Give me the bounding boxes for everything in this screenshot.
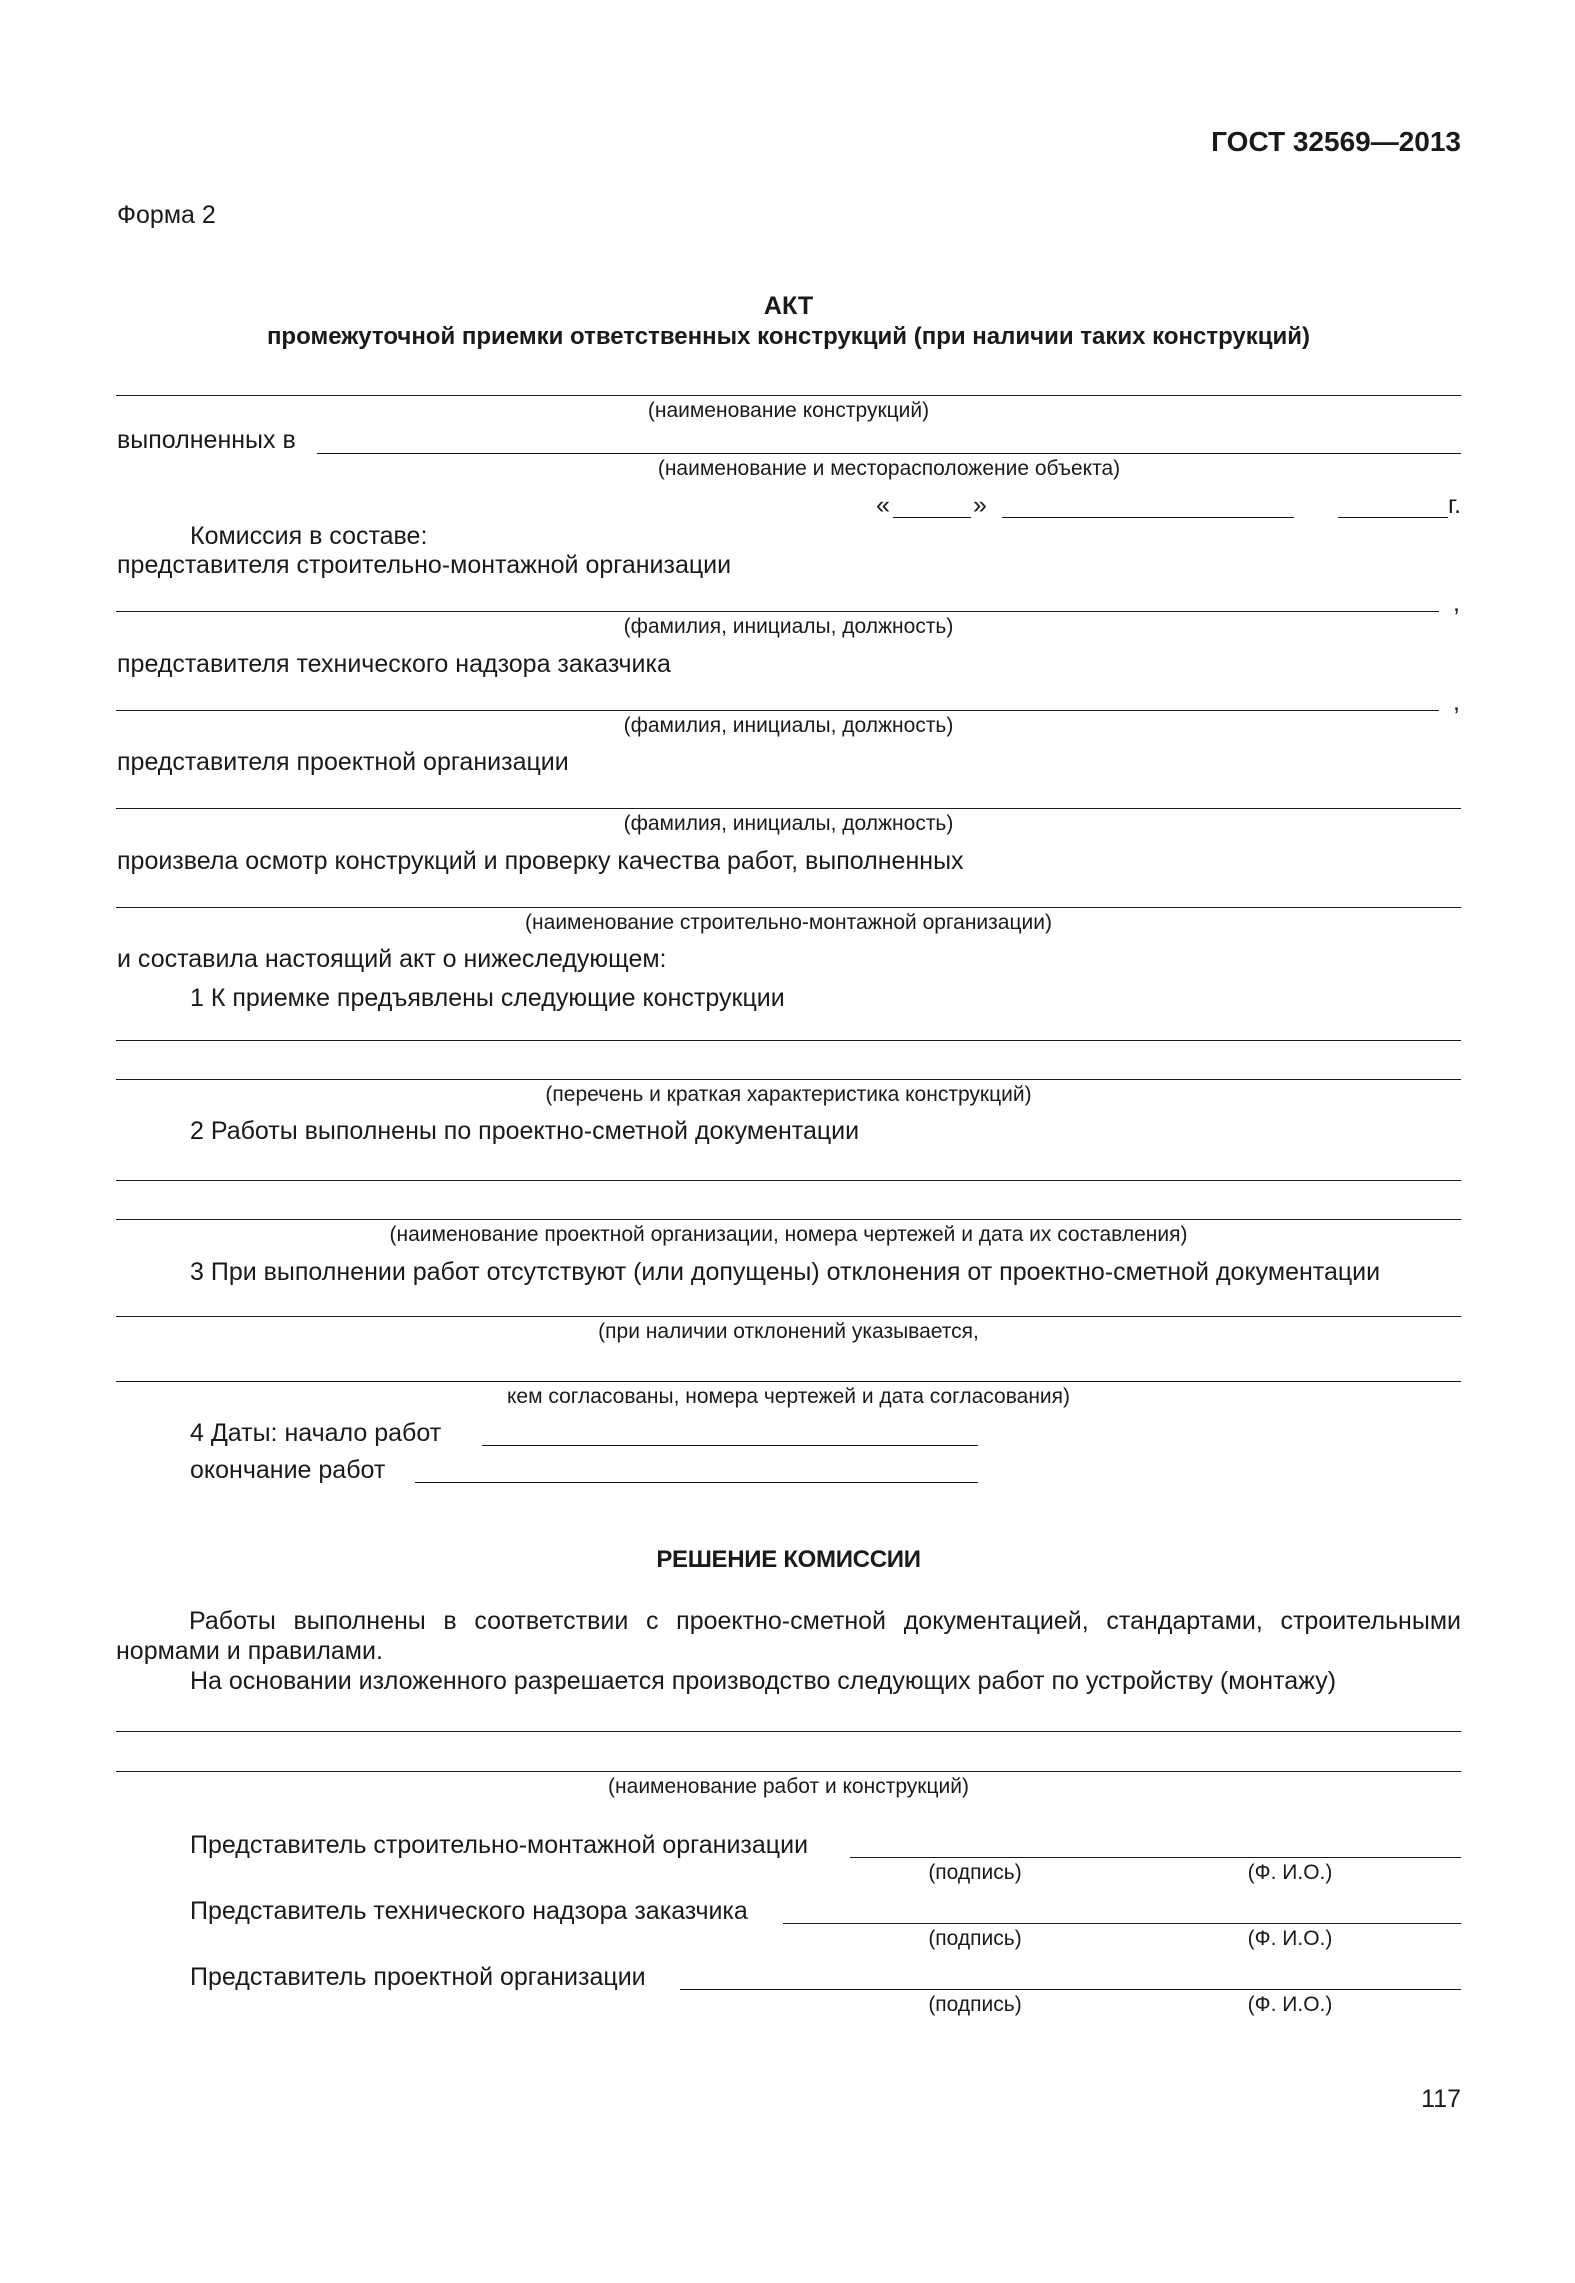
item-2-line-1[interactable] [116,1180,1461,1181]
item-1-text: 1 К приемке предъявлены следующие конструкции [190,984,785,1012]
rep-construction-caption: (фамилия, инициалы, должность) [623,615,954,638]
inspection-text: произвела осмотр конструкций и проверку качества работ, выполненных [117,847,964,875]
signature-supervision-label: Представитель технического надзора заказчика [190,1897,748,1925]
compiled-text: и составила настоящий акт о нижеследующем: [117,945,667,973]
org-name-caption: (наименование строительно-монтажной организации) [525,911,1052,934]
date-day-line[interactable] [893,517,971,518]
end-date-line[interactable] [415,1482,978,1483]
date-quote-open: « [876,491,890,519]
works-name-caption: (наименование работ и конструкций) [608,1775,969,1798]
item-3-line-2[interactable] [116,1381,1461,1382]
constructions-name-line[interactable] [116,395,1461,396]
rep-supervision-caption: (фамилия, инициалы, должность) [623,714,954,737]
works-line-1[interactable] [116,1731,1461,1732]
item-4-start-label: 4 Даты: начало работ [190,1419,442,1447]
year-suffix: г. [1448,491,1462,519]
comma: , [1453,589,1460,617]
rep-design-caption: (фамилия, инициалы, должность) [623,812,954,835]
signature-construction-line[interactable] [850,1857,1461,1858]
performed-in-label: выполненных в [117,426,296,454]
commission-label: Комиссия в составе: [190,522,428,550]
deviations-caption-2: кем согласованы, номера чертежей и дата согласования) [506,1385,1071,1408]
date-quote-close: » [973,491,987,519]
document-title: АКТ [763,292,814,320]
item-4-end-label: окончание работ [190,1456,386,1484]
fio-caption: (Ф. И.О.) [1247,1993,1333,2016]
fio-caption: (Ф. И.О.) [1247,1861,1333,1884]
signature-caption: (подпись) [928,1927,1022,1950]
form-label: Форма 2 [117,201,216,229]
works-line-2[interactable] [116,1771,1461,1772]
rep-construction-label: представителя строительно-монтажной организации [117,551,732,579]
signature-design-line[interactable] [680,1989,1461,1990]
constructions-name-caption: (наименование конструкций) [647,399,930,422]
date-year-line[interactable] [1338,517,1448,518]
org-name-line[interactable] [116,907,1461,908]
rep-supervision-label: представителя технического надзора заказчика [117,650,671,678]
signature-design-label: Представитель проектной организации [190,1963,646,1991]
constructions-list-caption: (перечень и краткая характеристика конструкций) [545,1083,1032,1106]
standard-number: ГОСТ 32569—2013 [1211,126,1461,157]
rep-supervision-line[interactable] [116,710,1439,711]
object-name-caption: (наименование и месторасположение объекта) [657,457,1121,480]
project-docs-caption: (наименование проектной организации, номера чертежей и дата их составления) [389,1223,1188,1246]
item-1-line-2[interactable] [116,1079,1461,1080]
signature-caption: (подпись) [928,1993,1022,2016]
rep-design-label: представителя проектной организации [117,748,569,776]
deviations-caption-1: (при наличии отклонений указывается, [598,1320,979,1343]
decision-paragraph-2: На основании изложенного разрешается производство следующих работ по устройству (монтажу) [190,1667,1337,1695]
item-2-text: 2 Работы выполнены по проектно-сметной документации [190,1117,860,1145]
date-month-line[interactable] [1002,517,1294,518]
signature-construction-label: Представитель строительно-монтажной организации [190,1831,809,1859]
item-1-line-1[interactable] [116,1040,1461,1041]
rep-construction-line[interactable] [116,611,1439,612]
start-date-line[interactable] [482,1445,978,1446]
fio-caption: (Ф. И.О.) [1247,1927,1333,1950]
rep-design-line[interactable] [116,808,1461,809]
decision-paragraph-1: Работы выполнены в соответствии с проектно-сметной документацией, стандартами, строительными нормами и правилами. [116,1607,1461,1665]
document-subtitle: промежуточной приемки ответственных конструкций (при наличии таких конструкций) [266,323,1311,350]
decision-heading: РЕШЕНИЕ КОМИССИИ [656,1546,921,1573]
comma: , [1453,688,1460,716]
page-number: 117 [1421,2085,1461,2113]
item-2-line-2[interactable] [116,1219,1461,1220]
item-3-text: 3 При выполнении работ отсутствуют (или допущены) отклонения от проектно-сметной документации [190,1258,1381,1286]
signature-caption: (подпись) [928,1861,1022,1884]
item-3-line-1[interactable] [116,1316,1461,1317]
object-name-line[interactable] [317,453,1461,454]
signature-supervision-line[interactable] [783,1923,1461,1924]
